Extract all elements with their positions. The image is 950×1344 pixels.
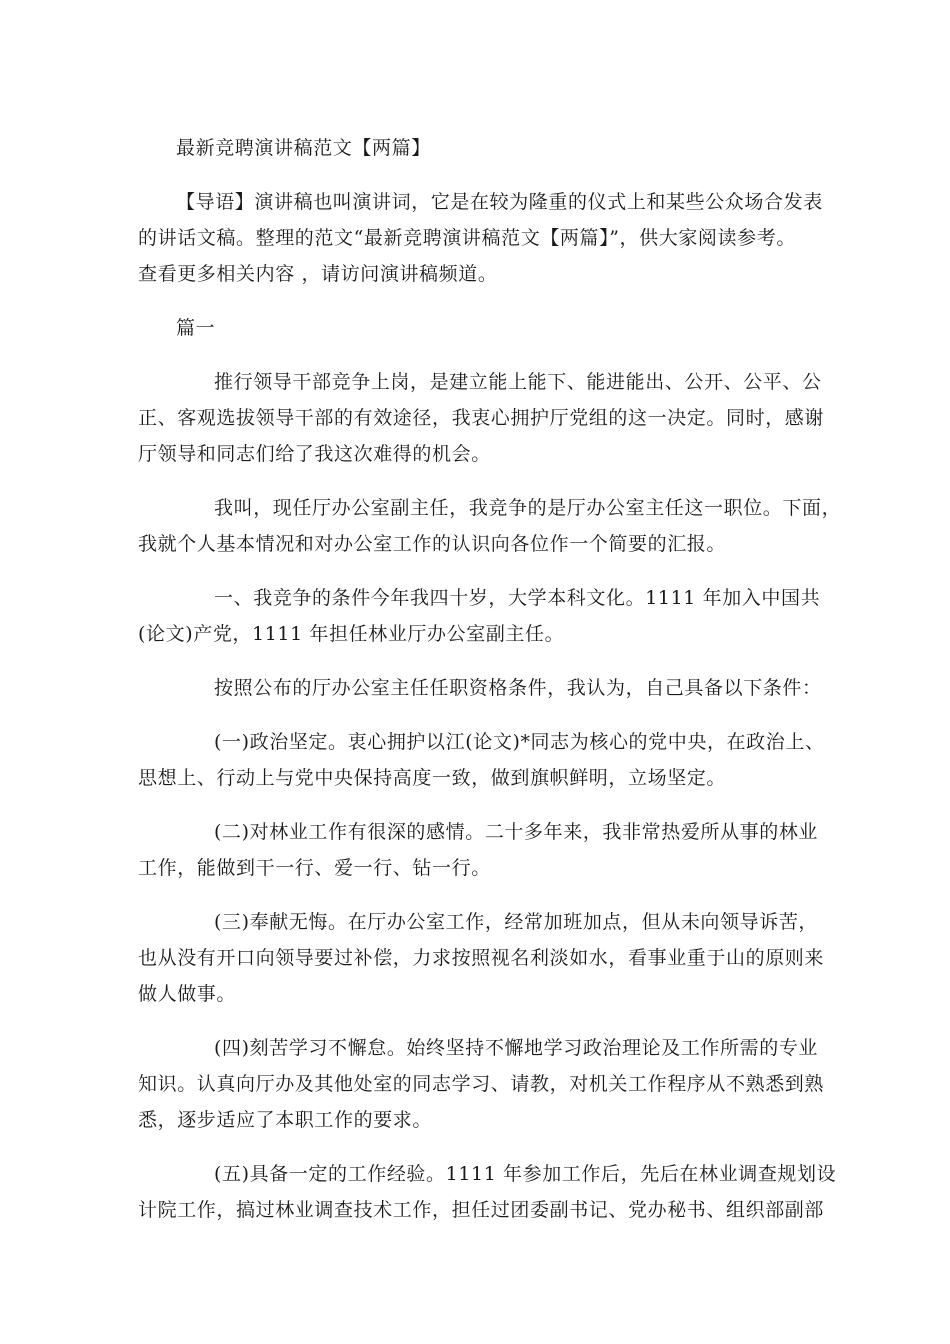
- paragraph-line: 我就个人基本情况和对办公室工作的认识向各位作一个简要的汇报。: [138, 533, 727, 555]
- document-title: 最新竞聘演讲稿范文【两篇】: [176, 137, 431, 159]
- intro-line-3: 查看更多相关内容 ，请访问演讲稿频道。: [138, 263, 498, 285]
- paragraph-line: 思想上、行动上与党中央保持高度一致，做到旗帜鲜明，立场坚定。: [138, 767, 727, 789]
- paragraph-line: 正、客观选拔领导干部的有效途径，我衷心拥护厅党组的这一决定。同时，感谢: [138, 407, 825, 429]
- paragraph-line: 一、我竞争的条件今年我四十岁，大学本科文化。1111 年加入中国共: [214, 587, 821, 609]
- paragraph-line: (论文)产党，1111 年担任林业厅办公室副主任。: [138, 623, 565, 645]
- paragraph-line: 悉，逐步适应了本职工作的要求。: [138, 1109, 433, 1131]
- section-heading: 篇一: [176, 317, 216, 339]
- paragraph-line: 工作，能做到干一行、爱一行、钻一行。: [138, 857, 491, 879]
- paragraph-line: (二)对林业工作有很深的感情。二十多年来，我非常热爱所从事的林业: [214, 821, 819, 843]
- paragraph-line: (四)刻苦学习不懈怠。始终坚持不懈地学习政治理论及工作所需的专业: [214, 1037, 819, 1059]
- paragraph-line: 我叫，现任厅办公室副主任，我竞争的是厅办公室主任这一职位。下面，: [214, 497, 842, 519]
- paragraph-line: (五)具备一定的工作经验。1111 年参加工作后，先后在林业调查规划设: [214, 1163, 837, 1185]
- paragraph-line: 按照公布的厅办公室主任任职资格条件，我认为，自己具备以下条件：: [214, 677, 822, 699]
- paragraph-line: 计院工作，搞过林业调查技术工作，担任过团委副书记、党办秘书、组织部副部: [138, 1199, 825, 1221]
- paragraph-line: 做人做事。: [138, 983, 237, 1005]
- paragraph-line: (三)奉献无悔。在厅办公室工作，经常加班加点，但从未向领导诉苦，: [214, 911, 819, 933]
- paragraph-line: 也从没有开口向领导要过补偿，力求按照视名利淡如水，看事业重于山的原则来: [138, 947, 825, 969]
- paragraph-line: (一)政治坚定。衷心拥护以江(论文)*同志为核心的党中央，在政治上、: [214, 731, 825, 753]
- paragraph-line: 知识。认真向厅办及其他处室的同志学习、请教，对机关工作程序从不熟悉到熟: [138, 1073, 825, 1095]
- intro-line-1: 【导语】演讲稿也叫演讲词，它是在较为隆重的仪式上和某些公众场合发表: [176, 191, 823, 213]
- intro-line-2: 的讲话文稿。整理的范文“最新竞聘演讲稿范文【两篇】”，供大家阅读参考。: [138, 227, 796, 249]
- paragraph-line: 厅领导和同志们给了我这次难得的机会。: [138, 443, 491, 465]
- paragraph-line: 推行领导干部竞争上岗，是建立能上能下、能进能出、公开、公平、公: [214, 371, 822, 393]
